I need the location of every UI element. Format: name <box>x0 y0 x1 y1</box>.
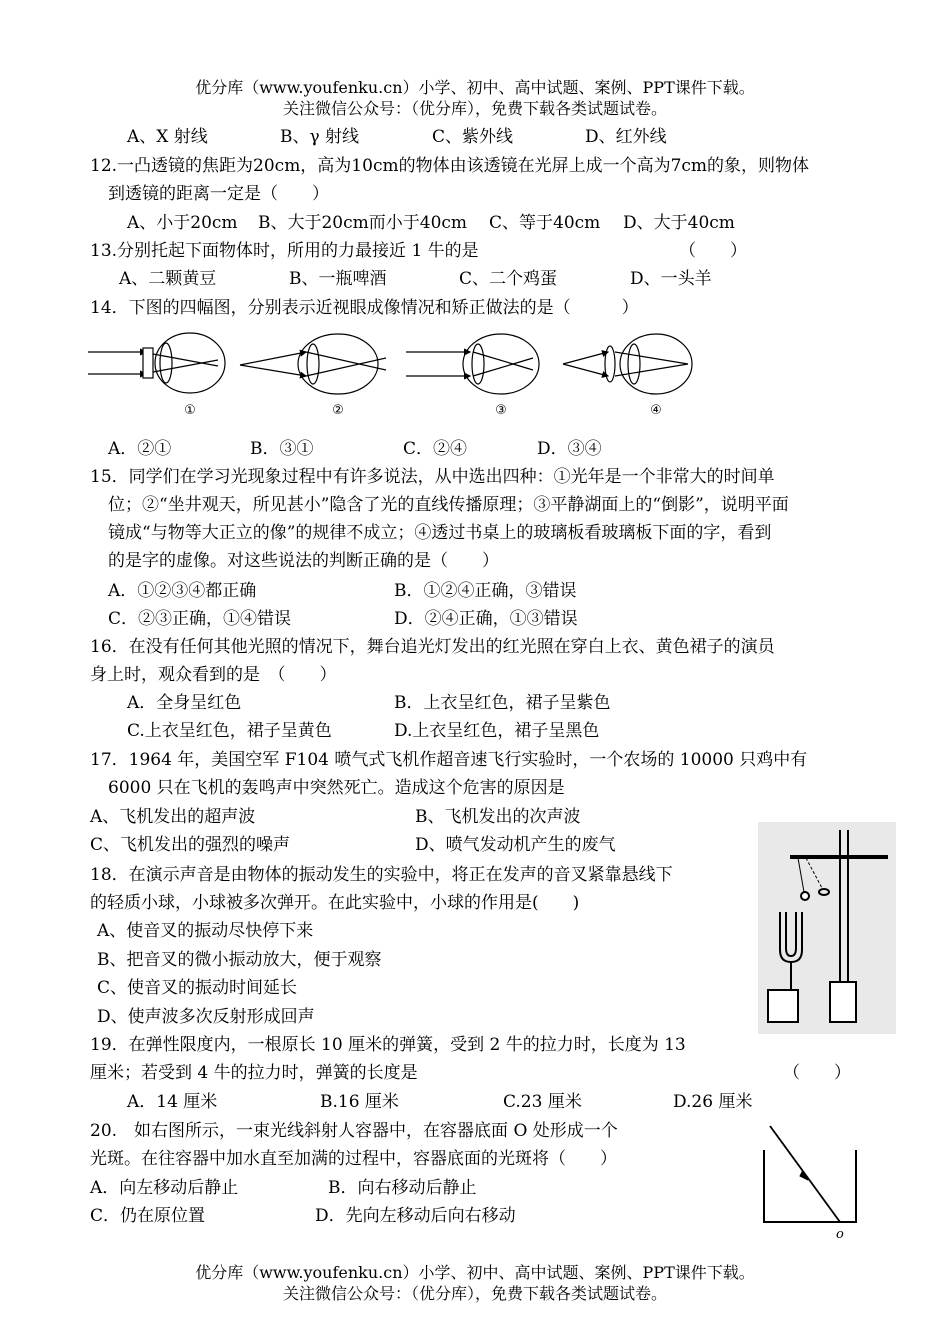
q17-stem-line1: 17．1964 年，美国空军 F104 喷气式飞机作超音速飞行实验时，一个农场的 10000 只鸡中有 <box>90 750 808 770</box>
q12-stem-line2: 到透镜的距离一定是（ ） <box>108 184 329 204</box>
q12-option-d: D、大于40cm <box>623 213 735 233</box>
q15-option-c: C．②③正确，①④错误 <box>108 609 292 629</box>
q18-option-c: C、使音叉的振动时间延长 <box>97 978 298 998</box>
q20-point-o-label: o <box>836 1227 844 1242</box>
q20-container-figure <box>752 1120 872 1242</box>
eye-figure-2 <box>240 334 386 394</box>
q16-option-a: A．全身呈红色 <box>127 693 242 713</box>
footer-line-1: 优分库（www.youfenku.cn）小学、初中、高中试题、案例、PPT课件下载。 <box>195 1263 755 1282</box>
q20-option-d: D．先向左移动后向右移动 <box>315 1206 516 1226</box>
q16-stem-line1: 16．在没有任何其他光照的情况下，舞台追光灯发出的红光照在穿白上衣、黄色裙子的演员 <box>90 637 775 657</box>
q19-option-c: C.23 厘米 <box>503 1092 582 1112</box>
eye-figure-3 <box>406 334 539 394</box>
q16-option-c: C.上衣呈红色，裙子呈黄色 <box>127 721 332 741</box>
q12-option-c: C、等于40cm <box>489 213 601 233</box>
q17-option-d: D、喷气发动机产生的废气 <box>415 835 616 855</box>
q12-option-b: B、大于20cm而小于40cm <box>258 213 468 233</box>
q13-option-b: B、一瓶啤酒 <box>289 269 387 289</box>
eye-label-1: ① <box>184 403 196 418</box>
q20-option-c: C．仍在原位置 <box>90 1206 206 1226</box>
q18-tuning-fork-figure <box>758 822 896 1034</box>
q15-option-a: A．①②③④都正确 <box>108 581 257 601</box>
q16-stem-line2: 身上时，观众看到的是 （ ） <box>90 665 337 685</box>
q20-option-b: B．向右移动后静止 <box>328 1178 477 1198</box>
q11-option-c: C、紫外线 <box>432 127 514 147</box>
q13-option-d: D、一头羊 <box>630 269 712 289</box>
q14-option-b: B．③① <box>250 439 314 459</box>
q11-option-d: D、红外线 <box>585 127 667 147</box>
q13-stem: 13.分别托起下面物体时，所用的力最接近 1 牛的是 <box>90 241 479 261</box>
q14-stem: 14．下图的四幅图，分别表示近视眼成像情况和矫正做法的是（ ） <box>90 298 639 318</box>
q19-option-a: A．14 厘米 <box>127 1092 218 1112</box>
q11-option-a: A、X 射线 <box>127 127 208 147</box>
q18-option-a: A、使音叉的振动尽快停下来 <box>97 921 314 941</box>
q13-answer-blank: （ ） <box>679 241 747 261</box>
q16-option-d: D.上衣呈红色，裙子呈黑色 <box>394 721 600 741</box>
header-line-1: 优分库（www.youfenku.cn）小学、初中、高中试题、案例、PPT课件下载。 <box>195 78 755 97</box>
q14-eye-diagrams <box>88 330 698 422</box>
q17-stem-line2: 6000 只在飞机的轰鸣声中突然死亡。造成这个危害的原因是 <box>108 778 565 798</box>
q15-option-d: D．②④正确，①③错误 <box>394 609 578 629</box>
q15-stem-line4: 的是字的虚像。对这些说法的判断正确的是（ ） <box>108 551 499 571</box>
q15-stem-line1: 15．同学们在学习光现象过程中有许多说法，从中选出四种：①光年是一个非常大的时间单 <box>90 467 775 487</box>
q19-stem-line2: 厘米；若受到 4 牛的拉力时，弹簧的长度是 <box>90 1063 418 1083</box>
q20-stem-line1: 20. 如右图所示，一束光线斜射人容器中，在容器底面 O 处形成一个 <box>90 1121 618 1141</box>
q15-stem-line2: 位；②“坐井观天，所见甚小”隐含了光的直线传播原理；③平静湖面上的“倒影”，说明平面 <box>108 495 789 515</box>
header-line-2: 关注微信公众号：（优分库），免费下载各类试题试卷。 <box>282 99 667 118</box>
q13-option-c: C、二个鸡蛋 <box>459 269 558 289</box>
q12-stem-line1: 12.一凸透镜的焦距为20cm，高为10cm的物体由该透镜在光屏上成一个高为7cm的象，则物体 <box>90 156 810 176</box>
q13-option-a: A、二颗黄豆 <box>119 269 217 289</box>
q18-option-d: D、使声波多次反射形成回声 <box>97 1007 315 1027</box>
eye-label-4: ④ <box>650 403 662 418</box>
q15-stem-line3: 镜成“与物等大正立的像”的规律不成立；④透过书桌上的玻璃板看玻璃板下面的字，看到 <box>108 523 772 543</box>
q16-option-b: B．上衣呈红色，裙子呈紫色 <box>394 693 611 713</box>
q19-stem-line1: 19．在弹性限度内，一根原长 10 厘米的弹簧，受到 2 牛的拉力时，长度为 13 <box>90 1035 686 1055</box>
q14-option-a: A．②① <box>108 439 172 459</box>
q19-answer-blank: （ ） <box>783 1063 851 1083</box>
eye-label-2: ② <box>332 403 344 418</box>
q11-option-b: B、γ 射线 <box>280 127 360 147</box>
eye-figure-4 <box>563 334 692 394</box>
q18-stem-line1: 18．在演示声音是由物体的振动发生的实验中，将正在发声的音叉紧靠悬线下 <box>90 865 673 885</box>
q14-option-d: D．③④ <box>537 439 602 459</box>
q17-option-a: A、飞机发出的超声波 <box>90 807 256 827</box>
eye-figure-1 <box>88 333 225 393</box>
q12-option-a: A、小于20cm <box>127 213 238 233</box>
q19-option-b: B.16 厘米 <box>320 1092 399 1112</box>
q20-stem-line2: 光斑。在往容器中加水直至加满的过程中，容器底面的光斑将（ ） <box>90 1149 617 1169</box>
eye-label-3: ③ <box>495 403 507 418</box>
q18-option-b: B、把音叉的微小振动放大，便于观察 <box>97 950 382 970</box>
q19-option-d: D.26 厘米 <box>673 1092 753 1112</box>
q15-option-b: B．①②④正确，③错误 <box>394 581 577 601</box>
q17-option-b: B、飞机发出的次声波 <box>415 807 581 827</box>
q14-option-c: C．②④ <box>403 439 468 459</box>
q18-stem-line2: 的轻质小球，小球被多次弹开。在此实验中，小球的作用是( ) <box>90 893 580 913</box>
q20-option-a: A．向左移动后静止 <box>90 1178 239 1198</box>
footer-line-2: 关注微信公众号：（优分库），免费下载各类试题试卷。 <box>282 1284 667 1303</box>
q17-option-c: C、飞机发出的强烈的噪声 <box>90 835 291 855</box>
